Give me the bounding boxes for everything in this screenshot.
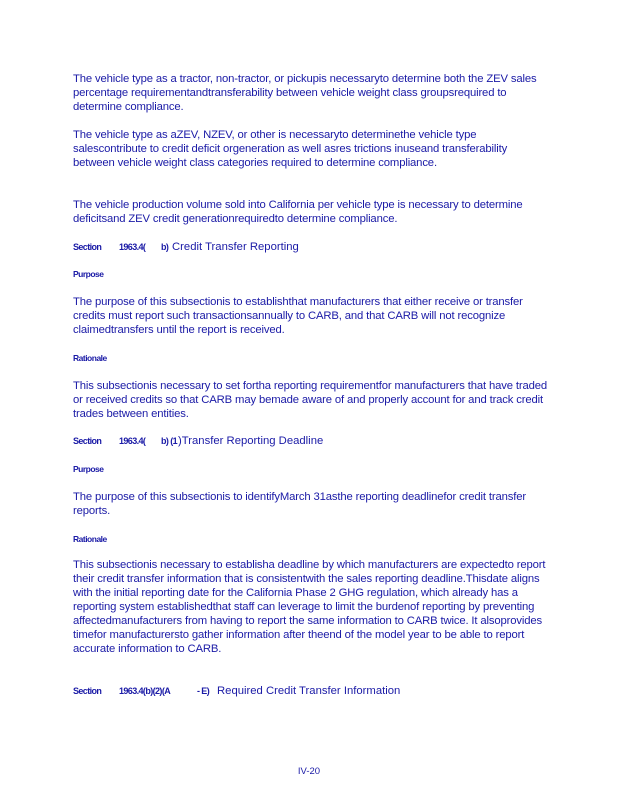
purpose-label: Purpose — [73, 464, 104, 474]
section-label: Section — [73, 686, 102, 696]
section-number: 1963.4( — [119, 436, 146, 446]
section-number: 1963.4(b)(2)(A — [119, 686, 171, 696]
section-label: Section — [73, 242, 102, 252]
purpose-label: Purpose — [73, 269, 104, 279]
section-title: Required Credit Transfer Information — [217, 685, 401, 697]
section-subnumber: - E) — [197, 686, 210, 696]
page-number: IV-20 — [297, 766, 321, 777]
rationale-paragraph: This subsectionis necessary to set fortha reporting requirementfor manufacturers that have traded or received credits so that CARB may bemade aware of and properly account for and track credit trades between entities. — [73, 380, 547, 420]
section-heading-transfer-reporting-deadline — [73, 434, 323, 448]
purpose-paragraph: The purpose of this subsectionis to establishthat manufacturers that either receive or transfer credits must report such transactionsannually to CARB, and that CARB will not recognize claimedtransfers until the report is received. — [73, 296, 523, 336]
paragraph-vehicle-type-zev: The vehicle type as aZEV, NZEV, or other is necessaryto determinethe vehicle type salescontribute to credit deficit orgeneration as well asres trictions inuseand transferability between vehicle weight class categories required to determine compliance. — [73, 129, 508, 169]
section-heading-required-credit-transfer-information — [73, 684, 400, 698]
purpose-paragraph: The purpose of this subsectionis to identifyMarch 31asthe reporting deadlinefor credit transfer reports. — [73, 491, 526, 517]
section-subnumber: b) — [161, 242, 169, 252]
section-title: )Transfer Reporting Deadline — [178, 435, 324, 447]
rationale-label: Rationale — [73, 534, 107, 544]
paragraph-production-volume: The vehicle production volume sold into California per vehicle type is necessary to determine deficitsand ZEV credit generationrequiredto determine compliance. — [73, 199, 523, 225]
section-title: Credit Transfer Reporting — [172, 241, 299, 253]
section-number: 1963.4( — [119, 242, 146, 252]
section-heading-credit-transfer-reporting — [73, 240, 299, 254]
rationale-label: Rationale — [73, 353, 107, 363]
paragraph-vehicle-type-tractor: The vehicle type as a tractor, non-tractor, or pickupis necessaryto determine both the ZEV sales percentage requirementandtransferability between vehicle weight class groupsrequired to determine compliance. — [73, 73, 537, 113]
section-label: Section — [73, 436, 102, 446]
rationale-paragraph: This subsectionis necessary to establisha deadline by which manufacturers are expectedto report their credit transfer information that is consistentwith the sales reporting deadline.Thisdate aligns with the initial reporting date for the California Phase 2 GHG regulation, which already has a reporting system establishedthat staff can leverage to limit the burdenof reporting by preventing affectedmanufacturers from having to report the same information to CARB twice. It alsoprovides timefor manufacturersto gather information after theend of the model year to be able to report accurate information to CARB. — [73, 559, 546, 655]
section-subnumber: b) (1 — [161, 436, 177, 446]
